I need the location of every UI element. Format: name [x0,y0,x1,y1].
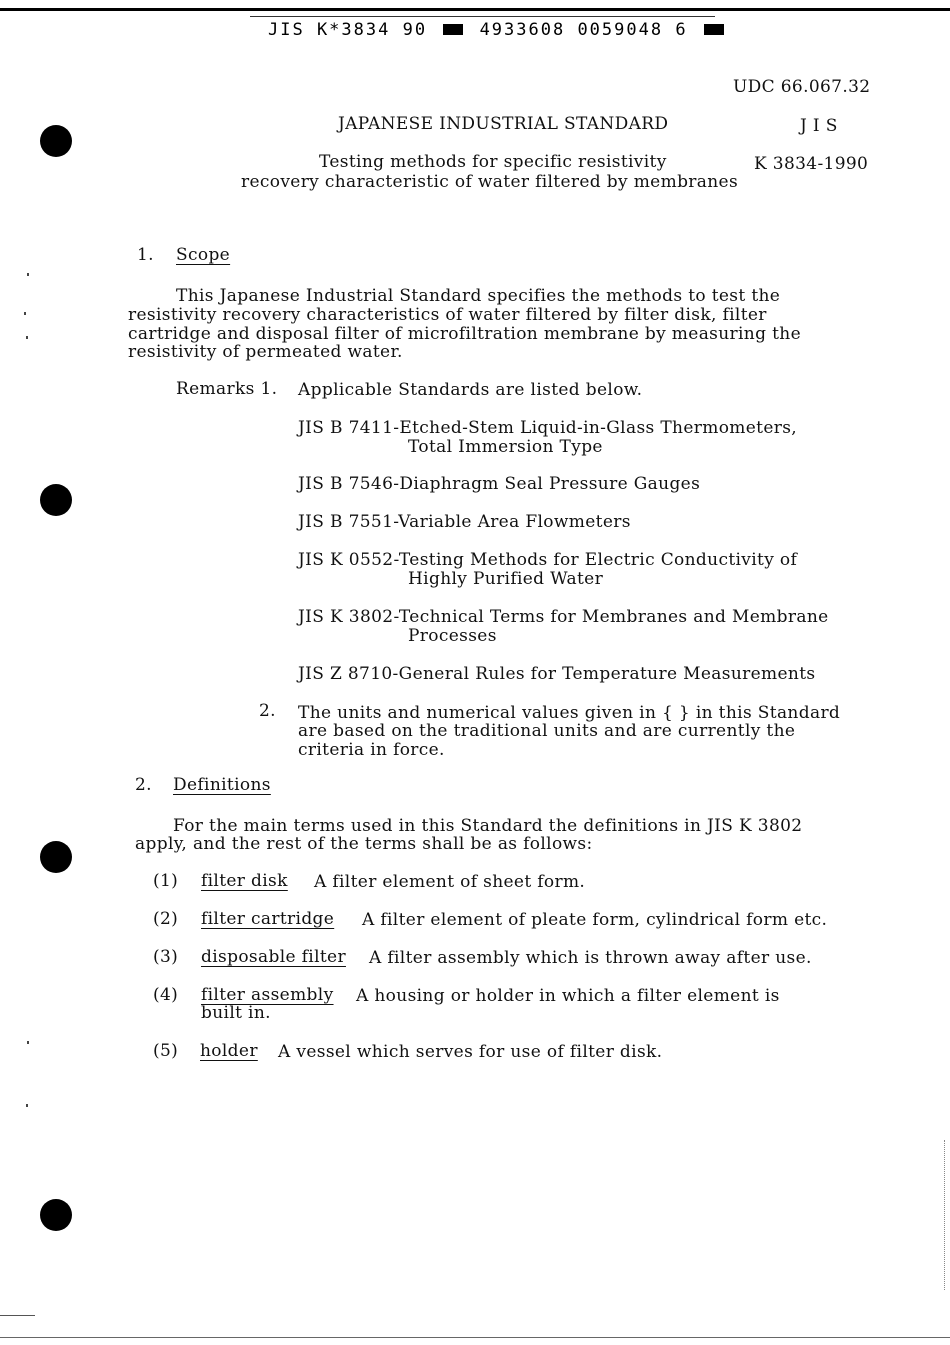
block-mark-icon [704,24,724,35]
bottom-scan-line [0,1337,950,1338]
top-scan-line [0,8,950,11]
term-definition-cont: built in. [201,1003,271,1023]
right-edge-mark [944,1140,946,1290]
term-definition: A housing or holder in which a filter element is [356,986,780,1006]
header-code-b: 4933608 0059048 6 [479,20,688,40]
term-name: filter cartridge [201,909,335,929]
term-name: holder [200,1041,258,1061]
term-definition: A filter element of pleate form, cylindrical form etc. [362,910,828,930]
jis-mark: J I S [800,116,838,136]
standard-title: JAPANESE INDUSTRIAL STANDARD [338,114,669,134]
term-name: filter disk [201,871,288,891]
punch-hole-icon [40,1199,72,1231]
standard-ref: JIS K 0552-Testing Methods for Electric Conductivity of [298,550,798,570]
header-code [268,20,728,40]
term-name: disposable filter [201,947,346,967]
remarks-text-1: Applicable Standards are listed below. [298,380,643,400]
speck [26,336,28,339]
header-rule [250,16,715,17]
standard-ref-cont: Total Immersion Type [408,437,603,457]
speck [27,1041,29,1044]
term-number: (1) [153,871,179,891]
term-number: (4) [153,985,179,1005]
standard-number: K 3834-1990 [754,154,869,174]
scope-para-line: cartridge and disposal filter of microfiltration membrane by measuring the [128,324,801,344]
title-line-2: recovery characteristic of water filtered by membranes [241,172,739,192]
term-number: (3) [153,947,179,967]
term-number: (2) [153,909,179,929]
punch-hole-icon [40,841,72,873]
definitions-intro-line: apply, and the rest of the terms shall be as follows: [135,834,593,854]
section-1-heading: Scope [176,245,231,265]
udc-code: UDC 66.067.32 [733,77,871,97]
bottom-left-mark [0,1315,35,1316]
remarks-item-2-line: are based on the traditional units and are currently the [298,721,796,741]
term-definition: A vessel which serves for use of filter disk. [278,1042,663,1062]
standard-ref: JIS B 7546-Diaphragm Seal Pressure Gauges [298,474,701,494]
speck [27,273,29,276]
standard-ref-cont: Highly Purified Water [408,569,604,589]
block-mark-icon [443,24,463,35]
remarks-label: Remarks 1. [176,379,278,399]
scope-para-line: resistivity recovery characteristics of water filtered by filter disk, filter [128,305,767,325]
section-1-number: 1. [137,245,154,265]
scope-para-line: This Japanese Industrial Standard specifies the methods to test the [176,286,781,306]
term-name: filter assembly [201,985,334,1005]
punch-hole-icon [40,484,72,516]
term-definition: A filter assembly which is thrown away after use. [369,948,812,968]
punch-hole-icon [40,125,72,157]
standard-ref: JIS K 3802-Technical Terms for Membranes and Membrane [298,607,829,627]
definitions-intro-line: For the main terms used in this Standard the definitions in JIS K 3802 [173,816,803,836]
remarks-item-2-number: 2. [259,701,276,721]
standard-ref: JIS B 7411-Etched-Stem Liquid-in-Glass Thermometers, [298,418,798,438]
remarks-item-2-line: The units and numerical values given in { } in this Standard [298,703,841,723]
header-code-a: JIS K*3834 90 [268,20,428,40]
speck [26,1104,28,1107]
standard-ref: JIS Z 8710-General Rules for Temperature Measurements [298,664,816,684]
term-number: (5) [153,1041,179,1061]
speck [24,312,26,315]
standard-ref-cont: Processes [408,626,497,646]
section-2-number: 2. [135,775,152,795]
term-definition: A filter element of sheet form. [314,872,586,892]
scope-para-line: resistivity of permeated water. [128,342,403,362]
section-2-heading: Definitions [173,775,271,795]
standard-ref: JIS B 7551-Variable Area Flowmeters [298,512,631,532]
title-line-1: Testing methods for specific resistivity [319,152,667,172]
remarks-item-2-line: criteria in force. [298,740,445,760]
